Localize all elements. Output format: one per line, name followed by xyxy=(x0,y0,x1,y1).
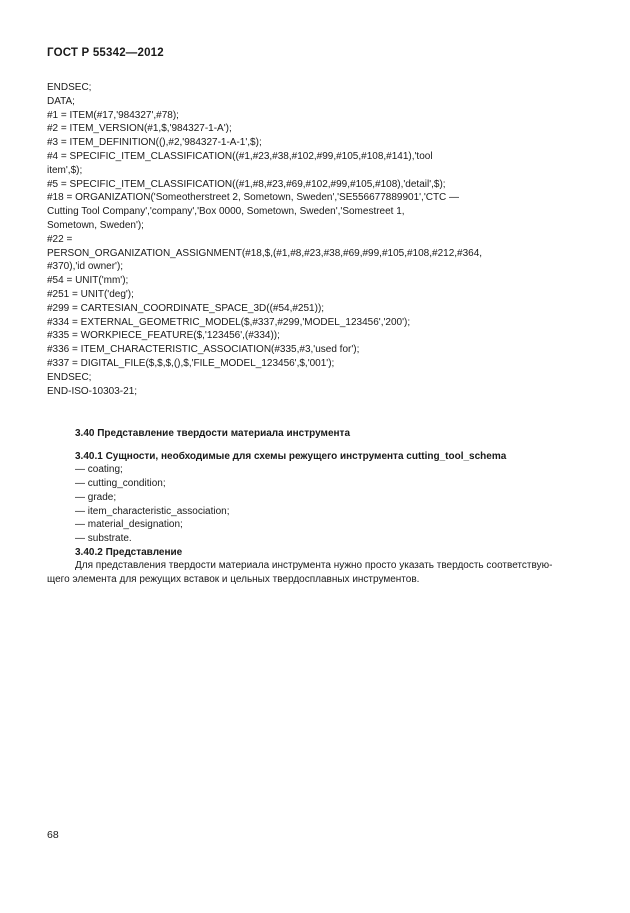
list-item: — material_designation; xyxy=(75,519,183,531)
code-line: #22 = xyxy=(47,233,73,245)
code-line: item',$); xyxy=(47,164,83,176)
code-line: #335 = WORKPIECE_FEATURE($,'123456',(#334)); xyxy=(47,330,280,342)
code-line: #3 = ITEM_DEFINITION((),#2,'984327-1-A-1',$); xyxy=(47,137,262,149)
list-item: — grade; xyxy=(75,491,117,503)
paragraph-line: щего элемента для режущих вставок и цельных твердосплавных инструментов. xyxy=(47,574,420,586)
page-number: 68 xyxy=(47,829,59,841)
list-item: — coating; xyxy=(75,464,123,476)
code-line: #5 = SPECIFIC_ITEM_CLASSIFICATION((#1,#8,#23,#69,#102,#99,#105,#108),'detail',$); xyxy=(47,178,446,190)
code-line: #337 = DIGITAL_FILE($,$,$,(),$,'FILE_MODEL_123456',$,'001'); xyxy=(47,357,335,369)
subsection-title: 3.40.2 Представление xyxy=(75,546,183,558)
code-line: Cutting Tool Company','company','Box 0000, Sometown, Sweden','Somestreet 1, xyxy=(47,206,405,218)
code-line: ENDSEC; xyxy=(47,371,92,383)
code-line: PERSON_ORGANIZATION_ASSIGNMENT(#18,$,(#1,#8,#23,#38,#69,#99,#105,#108,#212,#364, xyxy=(47,247,483,259)
paragraph-line: Для представления твердости материала инструмента нужно просто указать твердость соответствую- xyxy=(75,560,553,572)
code-line: #1 = ITEM(#17,'984327',#78); xyxy=(47,109,179,121)
code-line: #299 = CARTESIAN_COORDINATE_SPACE_3D((#54,#251)); xyxy=(47,302,325,314)
code-line: ENDSEC; xyxy=(47,82,92,93)
code-line: Sometown, Sweden'); xyxy=(47,219,144,231)
code-line: #370),'id owner'); xyxy=(47,261,124,273)
code-listing xyxy=(47,81,567,398)
list-item: — substrate. xyxy=(75,532,132,544)
code-line: END-ISO-10303-21; xyxy=(47,385,138,397)
list-item: — cutting_condition; xyxy=(75,478,166,490)
code-line: #4 = SPECIFIC_ITEM_CLASSIFICATION((#1,#23,#38,#102,#99,#105,#108,#141),'tool xyxy=(47,150,433,162)
code-line: #2 = ITEM_VERSION(#1,$,'984327-1-A'); xyxy=(47,123,232,135)
code-line: #251 = UNIT('deg'); xyxy=(47,288,134,300)
code-line: DATA; xyxy=(47,95,75,107)
section-title: 3.40 Представление твердости материала инструмента xyxy=(75,428,351,439)
list-item: — item_characteristic_association; xyxy=(75,505,230,517)
document-header: ГОСТ Р 55342—2012 xyxy=(47,47,164,59)
code-line: #334 = EXTERNAL_GEOMETRIC_MODEL($,#337,#299,'MODEL_123456','200'); xyxy=(47,316,411,328)
section-3-40 xyxy=(47,427,587,587)
code-line: #336 = ITEM_CHARACTERISTIC_ASSOCIATION(#335,#3,'used for'); xyxy=(47,344,360,356)
code-line: #54 = UNIT('mm'); xyxy=(47,275,129,287)
subsection-title: 3.40.1 Сущности, необходимые для схемы режущего инструмента cutting_tool_schema xyxy=(75,450,507,462)
code-line: #18 = ORGANIZATION('Someotherstreet 2, Sometown, Sweden','SE556677889901','CTC — xyxy=(47,192,460,204)
